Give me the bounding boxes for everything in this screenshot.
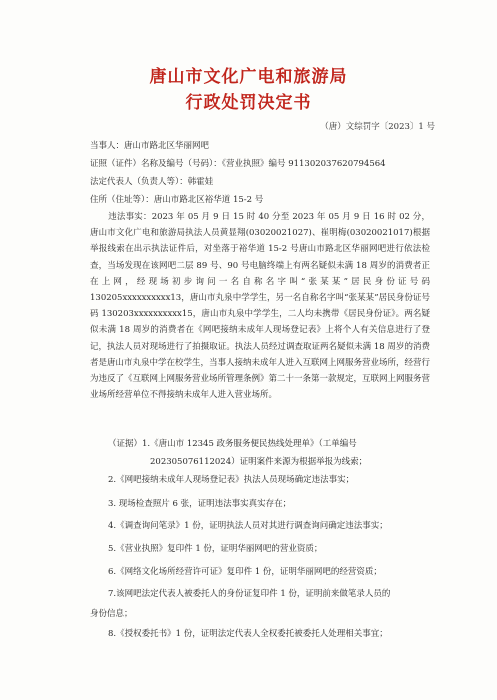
evidence-item-7: 7.该网吧法定代表人被委托人的身份证复印件 1 份，证明前来做笔录人员的: [108, 589, 391, 599]
party-representative: 法定代表人（负责人等）：韩霍娃: [90, 177, 214, 187]
doc-title: 行政处罚决定书: [185, 93, 312, 113]
evidence-item-1: （证据）1.《唐山市 12345 政务服务便民热线处理单》（工单编号: [108, 439, 357, 449]
doc-number: （唐）文综罚字〔2023〕1 号: [320, 122, 435, 132]
evidence-item-6: 6.《网络文化场所经营许可证》复印件 1 份，证明华丽网吧的经营资质；: [108, 567, 382, 577]
party-name: 当事人：唐山市路北区华丽网吧: [90, 141, 210, 151]
evidence-item-4: 4.《调查询问笔录》1 份，证明执法人员对其进行调查询问确定违法事实；: [108, 521, 388, 531]
evidence-item-8: 8.《授权委托书》1 份，证明法定代表人全权委托被委托人处理相关事宜；: [108, 629, 388, 639]
evidence-item-5: 5.《营业执照》复印件 1 份，证明华丽网吧的营业资质；: [108, 544, 323, 554]
evidence-item-1-cont: 202305076112024）证明案件来源为根据举报为线索；: [150, 457, 368, 467]
party-license: 证照（证件）名称及编号（号码）：《营业执照》编号 911302037620794564: [90, 159, 386, 169]
facts-paragraph: [90, 209, 430, 403]
evidence-item-2: 2.《网吧接纳未成年人现场登记表》执法人员现场确定违法事实；: [108, 475, 355, 485]
facts-text: 违法事实：2023 年 05 月 9 日 15 时 40 分至 2023 年 05 月 9 日 16 时 02 分，唐山市文化广电和旅游局执法人员黄显翔(03020021027)、崔明梅(03020021017)根据举报线索在出示执法证件后，对坐落于裕华道 15-2 号唐山市路北区华丽网吧进行依法检查，当场发现在该网吧二层 89 号、90 号电脑终端上有两名疑似未满 18 周岁的消费者正在上网，经现场初步询问一名自称名字叫“张某某”居民身份证号码 130205xxxxxxxxxx13，唐山市丸泉中学学生，另一名自称名字叫“张某某”居民身份证号码 130203xxxxxxxxxx15，唐山市丸泉中学学生，二人均未携带《居民身份证》。两名疑似未满 18 周岁的消费者在《网吧接纳未成年人现场登记表》上将个人有关信息进行了登记，执法人员对现场进行了拍摄取证。执法人员经过调查取证两名疑似未满 18 周岁的消费者是唐山市丸泉中学在校学生，当事人接纳未成年人进入互联网上网服务营业场所，经营行为违反了《互联网上网服务营业场所管理条例》第二十一条第一款规定，互联网上网服务营业场所经营单位不得接纳未成年人进入营业场所。: [90, 212, 431, 401]
evidence-item-7-cont: 身份信息；: [90, 609, 133, 619]
org-title: 唐山市文化广电和旅游局: [149, 67, 348, 87]
evidence-item-3: 3. 现场检查照片 6 张，证明违法事实真实存在；: [108, 499, 292, 509]
party-address: 住所（住址等）：唐山市路北区裕华道 15-2 号: [90, 195, 264, 205]
